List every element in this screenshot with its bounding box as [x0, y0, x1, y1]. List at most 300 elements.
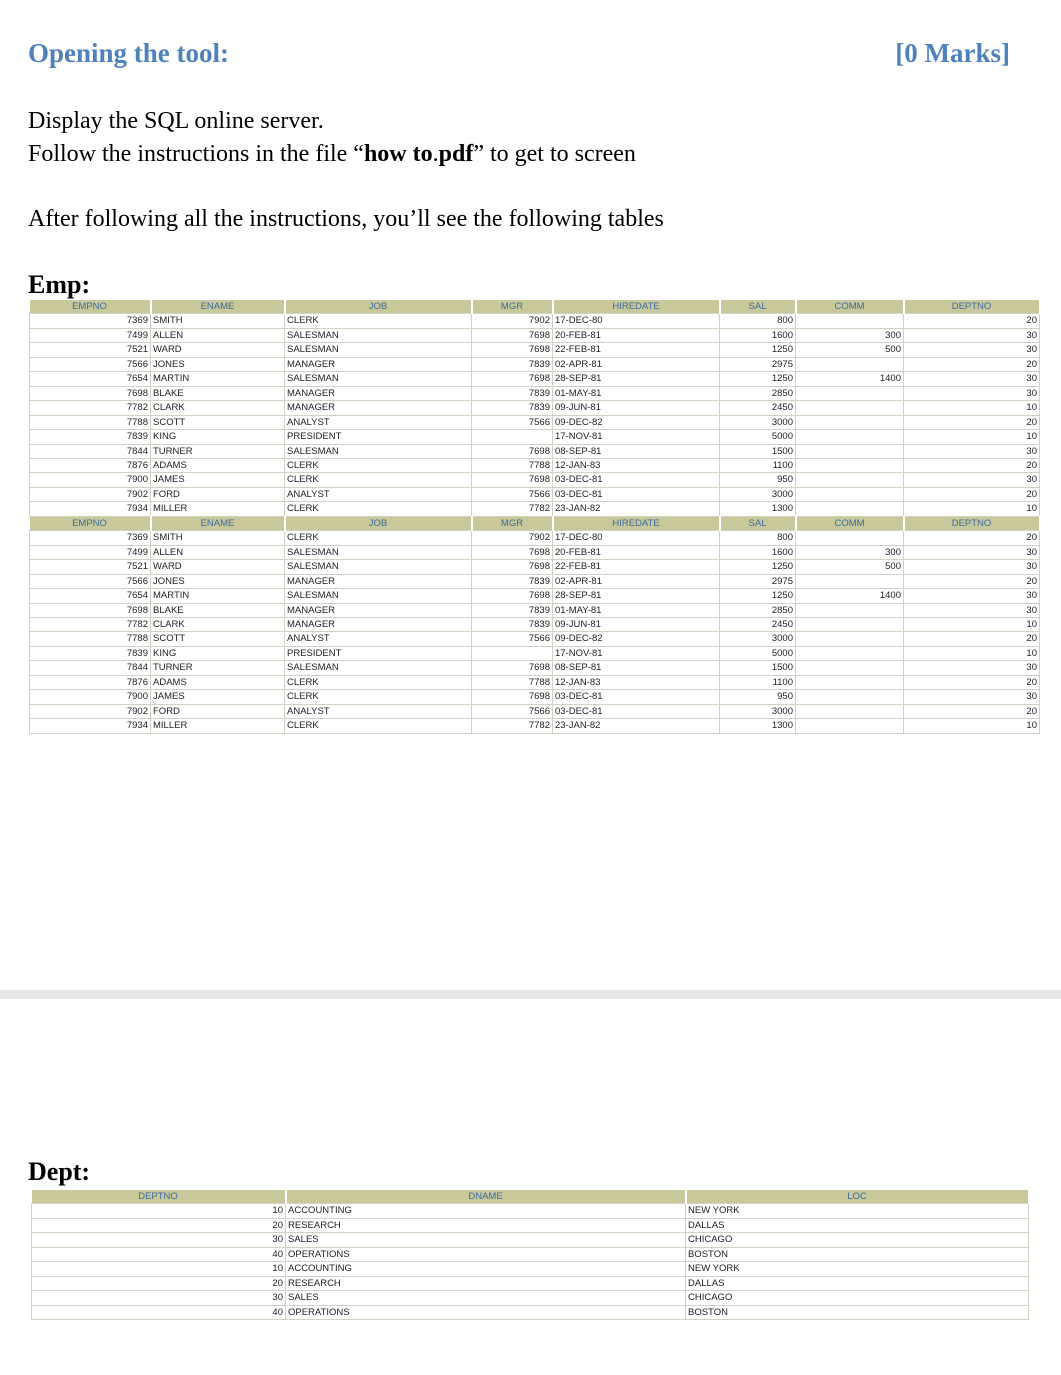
emp-cell-empno: 7499	[30, 545, 151, 559]
emp-cell-deptno: 20	[904, 632, 1040, 646]
emp-column-header: MGR	[472, 516, 553, 530]
emp-cell-deptno: 10	[904, 646, 1040, 660]
emp-cell-job: CLERK	[285, 314, 472, 328]
table-row	[30, 719, 1040, 733]
emp-cell-sal: 800	[720, 314, 796, 328]
emp-cell-hiredate: 22-FEB-81	[553, 343, 720, 357]
emp-cell-empno: 7782	[30, 617, 151, 631]
table-row	[32, 1291, 1029, 1305]
emp-cell-sal: 1600	[720, 545, 796, 559]
emp-cell-deptno: 30	[904, 589, 1040, 603]
emp-cell-sal: 950	[720, 690, 796, 704]
emp-cell-deptno: 30	[904, 386, 1040, 400]
emp-cell-ename: MILLER	[151, 502, 285, 516]
emp-cell-ename: ADAMS	[151, 458, 285, 472]
table-row	[30, 531, 1040, 545]
section-marks: [0 Marks]	[895, 38, 1010, 68]
dept-label: Dept:	[28, 1157, 91, 1186]
emp-cell-empno: 7654	[30, 372, 151, 386]
emp-cell-deptno: 30	[904, 690, 1040, 704]
emp-cell-job: SALESMAN	[285, 343, 472, 357]
emp-cell-hiredate: 02-APR-81	[553, 357, 720, 371]
table-row	[32, 1218, 1029, 1232]
emp-cell-mgr	[472, 646, 553, 660]
emp-column-header: HIREDATE	[553, 516, 720, 530]
emp-cell-job: CLERK	[285, 675, 472, 689]
emp-cell-comm	[796, 690, 904, 704]
emp-cell-mgr: 7566	[472, 704, 553, 718]
emp-cell-mgr: 7902	[472, 531, 553, 545]
emp-cell-empno: 7934	[30, 502, 151, 516]
emp-cell-ename: CLARK	[151, 401, 285, 415]
emp-label: Emp:	[28, 270, 91, 299]
dept-cell-dname: SALES	[286, 1291, 686, 1305]
emp-cell-ename: WARD	[151, 560, 285, 574]
page-break	[0, 990, 1061, 999]
emp-cell-job: CLERK	[285, 458, 472, 472]
emp-cell-empno: 7499	[30, 328, 151, 342]
dept-cell-deptno: 10	[32, 1204, 286, 1218]
emp-cell-job: SALESMAN	[285, 589, 472, 603]
table-row	[30, 574, 1040, 588]
emp-cell-empno: 7839	[30, 430, 151, 444]
dept-cell-deptno: 40	[32, 1305, 286, 1319]
emp-cell-ename: TURNER	[151, 444, 285, 458]
emp-cell-comm	[796, 603, 904, 617]
emp-cell-deptno: 10	[904, 401, 1040, 415]
table-row	[30, 603, 1040, 617]
dept-cell-loc: DALLAS	[686, 1218, 1029, 1232]
emp-cell-deptno: 20	[904, 675, 1040, 689]
emp-cell-deptno: 30	[904, 560, 1040, 574]
emp-cell-ename: CLARK	[151, 617, 285, 631]
emp-cell-ename: ADAMS	[151, 675, 285, 689]
table-row	[32, 1276, 1029, 1290]
emp-cell-empno: 7839	[30, 646, 151, 660]
emp-cell-mgr: 7839	[472, 401, 553, 415]
emp-cell-sal: 1300	[720, 719, 796, 733]
dept-cell-deptno: 30	[32, 1233, 286, 1247]
table-row	[30, 314, 1040, 328]
emp-cell-job: MANAGER	[285, 603, 472, 617]
filename-part-1: how to	[363, 141, 433, 167]
table-row	[30, 343, 1040, 357]
emp-cell-mgr: 7698	[472, 343, 553, 357]
emp-cell-ename: FORD	[151, 704, 285, 718]
emp-cell-ename: JAMES	[151, 690, 285, 704]
emp-cell-deptno: 20	[904, 357, 1040, 371]
emp-cell-deptno: 30	[904, 444, 1040, 458]
emp-cell-job: MANAGER	[285, 401, 472, 415]
emp-cell-comm	[796, 314, 904, 328]
emp-cell-sal: 1500	[720, 661, 796, 675]
dept-column-header: DEPTNO	[32, 1190, 286, 1204]
emp-cell-hiredate: 20-FEB-81	[553, 328, 720, 342]
table-row	[30, 632, 1040, 646]
dept-cell-dname: ACCOUNTING	[286, 1204, 686, 1218]
emp-cell-empno: 7902	[30, 487, 151, 501]
emp-cell-hiredate: 09-DEC-82	[553, 415, 720, 429]
table-row	[30, 458, 1040, 472]
table-row	[30, 415, 1040, 429]
intro-line-1: Display the SQL online server.	[28, 108, 324, 134]
emp-cell-comm: 500	[796, 560, 904, 574]
emp-cell-empno: 7521	[30, 560, 151, 574]
emp-cell-ename: SMITH	[151, 314, 285, 328]
emp-cell-hiredate: 23-JAN-82	[553, 719, 720, 733]
emp-cell-ename: MARTIN	[151, 372, 285, 386]
dept-cell-loc: CHICAGO	[686, 1291, 1029, 1305]
emp-cell-sal: 1100	[720, 458, 796, 472]
emp-cell-mgr: 7566	[472, 632, 553, 646]
emp-cell-job: CLERK	[285, 502, 472, 516]
emp-cell-empno: 7788	[30, 632, 151, 646]
emp-cell-hiredate: 12-JAN-83	[553, 458, 720, 472]
emp-cell-sal: 2850	[720, 386, 796, 400]
emp-cell-comm: 300	[796, 328, 904, 342]
emp-cell-deptno: 20	[904, 704, 1040, 718]
emp-cell-job: PRESIDENT	[285, 430, 472, 444]
intro-paragraph	[28, 105, 636, 171]
emp-cell-deptno: 10	[904, 430, 1040, 444]
emp-cell-comm: 1400	[796, 372, 904, 386]
emp-cell-empno: 7369	[30, 531, 151, 545]
emp-cell-mgr: 7902	[472, 314, 553, 328]
table-row	[32, 1305, 1029, 1319]
emp-cell-ename: ALLEN	[151, 545, 285, 559]
emp-cell-sal: 1500	[720, 444, 796, 458]
emp-cell-mgr	[472, 430, 553, 444]
emp-cell-mgr: 7839	[472, 386, 553, 400]
emp-cell-deptno: 20	[904, 574, 1040, 588]
table-row	[30, 661, 1040, 675]
dept-cell-dname: ACCOUNTING	[286, 1262, 686, 1276]
emp-cell-mgr: 7698	[472, 328, 553, 342]
emp-cell-mgr: 7698	[472, 372, 553, 386]
emp-cell-hiredate: 20-FEB-81	[553, 545, 720, 559]
emp-cell-sal: 3000	[720, 487, 796, 501]
emp-cell-job: SALESMAN	[285, 545, 472, 559]
table-row	[32, 1233, 1029, 1247]
dept-header-row	[32, 1190, 1029, 1204]
emp-cell-sal: 1100	[720, 675, 796, 689]
emp-cell-empno: 7900	[30, 690, 151, 704]
dept-cell-dname: RESEARCH	[286, 1276, 686, 1290]
emp-cell-mgr: 7839	[472, 574, 553, 588]
emp-cell-job: PRESIDENT	[285, 646, 472, 660]
dept-column-header: DNAME	[286, 1190, 686, 1204]
emp-cell-comm	[796, 444, 904, 458]
emp-cell-comm	[796, 473, 904, 487]
dept-cell-deptno: 20	[32, 1276, 286, 1290]
dept-cell-dname: OPERATIONS	[286, 1305, 686, 1319]
section-title: Opening the tool:	[28, 38, 230, 68]
table-row	[30, 617, 1040, 631]
emp-cell-sal: 1600	[720, 328, 796, 342]
emp-cell-empno: 7521	[30, 343, 151, 357]
emp-cell-sal: 3000	[720, 704, 796, 718]
emp-cell-empno: 7782	[30, 401, 151, 415]
emp-cell-deptno: 30	[904, 603, 1040, 617]
dept-cell-deptno: 20	[32, 1218, 286, 1232]
emp-cell-empno: 7844	[30, 444, 151, 458]
table-row	[30, 704, 1040, 718]
dept-cell-loc: NEW YORK	[686, 1262, 1029, 1276]
emp-cell-comm	[796, 415, 904, 429]
emp-header-row	[30, 516, 1040, 530]
emp-cell-empno: 7654	[30, 589, 151, 603]
emp-cell-mgr: 7698	[472, 661, 553, 675]
table-row	[30, 487, 1040, 501]
emp-cell-ename: JAMES	[151, 473, 285, 487]
emp-cell-comm	[796, 646, 904, 660]
emp-cell-ename: FORD	[151, 487, 285, 501]
emp-cell-sal: 1250	[720, 560, 796, 574]
emp-cell-hiredate: 23-JAN-82	[553, 502, 720, 516]
emp-cell-sal: 2850	[720, 603, 796, 617]
emp-cell-comm	[796, 574, 904, 588]
emp-cell-ename: SCOTT	[151, 632, 285, 646]
emp-cell-hiredate: 01-MAY-81	[553, 386, 720, 400]
emp-cell-job: SALESMAN	[285, 372, 472, 386]
emp-cell-ename: SCOTT	[151, 415, 285, 429]
table-row	[30, 401, 1040, 415]
dept-cell-loc: DALLAS	[686, 1276, 1029, 1290]
emp-cell-comm	[796, 632, 904, 646]
emp-cell-job: ANALYST	[285, 487, 472, 501]
emp-cell-mgr: 7566	[472, 415, 553, 429]
emp-cell-ename: ALLEN	[151, 328, 285, 342]
emp-table	[29, 300, 1041, 734]
emp-cell-job: CLERK	[285, 690, 472, 704]
emp-cell-hiredate: 22-FEB-81	[553, 560, 720, 574]
emp-cell-empno: 7566	[30, 574, 151, 588]
emp-cell-hiredate: 03-DEC-81	[553, 473, 720, 487]
emp-cell-ename: JONES	[151, 357, 285, 371]
emp-cell-hiredate: 03-DEC-81	[553, 690, 720, 704]
emp-cell-empno: 7876	[30, 675, 151, 689]
emp-cell-mgr: 7698	[472, 473, 553, 487]
filename-part-2: pdf	[438, 141, 474, 167]
table-row	[30, 430, 1040, 444]
emp-cell-deptno: 20	[904, 487, 1040, 501]
emp-cell-ename: TURNER	[151, 661, 285, 675]
emp-cell-job: MANAGER	[285, 617, 472, 631]
dept-cell-loc: BOSTON	[686, 1247, 1029, 1261]
dept-cell-loc: CHICAGO	[686, 1233, 1029, 1247]
emp-cell-sal: 1300	[720, 502, 796, 516]
emp-cell-comm	[796, 661, 904, 675]
emp-cell-empno: 7844	[30, 661, 151, 675]
emp-cell-empno: 7369	[30, 314, 151, 328]
filename-dot: .	[432, 141, 439, 167]
table-row	[30, 386, 1040, 400]
intro-line-3: After following all the instructions, you’ll see the following tables	[28, 206, 664, 232]
emp-column-header: COMM	[796, 516, 904, 530]
emp-cell-deptno: 20	[904, 314, 1040, 328]
emp-column-header: SAL	[720, 516, 796, 530]
emp-cell-deptno: 30	[904, 328, 1040, 342]
emp-cell-ename: BLAKE	[151, 386, 285, 400]
emp-cell-empno: 7900	[30, 473, 151, 487]
emp-cell-empno: 7698	[30, 603, 151, 617]
emp-cell-job: SALESMAN	[285, 328, 472, 342]
emp-cell-sal: 2975	[720, 574, 796, 588]
emp-cell-sal: 950	[720, 473, 796, 487]
emp-cell-mgr: 7839	[472, 603, 553, 617]
emp-cell-empno: 7902	[30, 704, 151, 718]
emp-cell-job: CLERK	[285, 719, 472, 733]
dept-cell-deptno: 10	[32, 1262, 286, 1276]
emp-cell-sal: 2450	[720, 617, 796, 631]
dept-cell-dname: SALES	[286, 1233, 686, 1247]
emp-cell-mgr: 7782	[472, 719, 553, 733]
emp-cell-hiredate: 28-SEP-81	[553, 372, 720, 386]
emp-cell-ename: WARD	[151, 343, 285, 357]
emp-cell-ename: KING	[151, 646, 285, 660]
emp-cell-sal: 2450	[720, 401, 796, 415]
emp-cell-comm	[796, 675, 904, 689]
emp-cell-job: CLERK	[285, 473, 472, 487]
emp-cell-comm	[796, 531, 904, 545]
emp-cell-empno: 7934	[30, 719, 151, 733]
emp-cell-job: CLERK	[285, 531, 472, 545]
emp-cell-sal: 3000	[720, 415, 796, 429]
emp-cell-comm	[796, 386, 904, 400]
emp-cell-comm	[796, 430, 904, 444]
emp-cell-mgr: 7698	[472, 560, 553, 574]
emp-cell-mgr: 7698	[472, 690, 553, 704]
emp-column-header: COMM	[796, 300, 904, 314]
emp-cell-job: SALESMAN	[285, 661, 472, 675]
emp-column-header: SAL	[720, 300, 796, 314]
emp-cell-hiredate: 09-JUN-81	[553, 401, 720, 415]
emp-cell-hiredate: 17-NOV-81	[553, 646, 720, 660]
emp-cell-mgr: 7698	[472, 444, 553, 458]
emp-column-header: EMPNO	[30, 300, 151, 314]
emp-cell-deptno: 20	[904, 415, 1040, 429]
emp-cell-ename: MILLER	[151, 719, 285, 733]
emp-cell-job: ANALYST	[285, 632, 472, 646]
emp-cell-sal: 1250	[720, 589, 796, 603]
emp-cell-mgr: 7839	[472, 617, 553, 631]
emp-cell-sal: 1250	[720, 372, 796, 386]
table-row	[30, 675, 1040, 689]
emp-cell-ename: JONES	[151, 574, 285, 588]
emp-cell-sal: 2975	[720, 357, 796, 371]
emp-cell-comm: 500	[796, 343, 904, 357]
section-heading	[28, 38, 1010, 69]
table-row	[30, 328, 1040, 342]
emp-cell-comm	[796, 401, 904, 415]
emp-cell-mgr: 7788	[472, 675, 553, 689]
emp-cell-deptno: 30	[904, 661, 1040, 675]
table-row	[32, 1204, 1029, 1218]
emp-cell-mgr: 7566	[472, 487, 553, 501]
emp-cell-empno: 7698	[30, 386, 151, 400]
emp-cell-sal: 5000	[720, 646, 796, 660]
emp-header-row	[30, 300, 1040, 314]
emp-cell-hiredate: 17-NOV-81	[553, 430, 720, 444]
emp-cell-mgr: 7788	[472, 458, 553, 472]
emp-cell-job: ANALYST	[285, 704, 472, 718]
emp-cell-deptno: 20	[904, 458, 1040, 472]
table-row	[30, 545, 1040, 559]
emp-cell-job: MANAGER	[285, 357, 472, 371]
intro-line-2-end: ” to get to screen	[473, 141, 636, 167]
emp-cell-comm	[796, 719, 904, 733]
emp-cell-comm	[796, 458, 904, 472]
emp-column-header: MGR	[472, 300, 553, 314]
emp-cell-empno: 7566	[30, 357, 151, 371]
emp-column-header: DEPTNO	[904, 516, 1040, 530]
emp-cell-hiredate: 17-DEC-80	[553, 314, 720, 328]
emp-column-header: ENAME	[151, 300, 285, 314]
emp-cell-comm	[796, 502, 904, 516]
emp-cell-hiredate: 03-DEC-81	[553, 487, 720, 501]
emp-cell-mgr: 7839	[472, 357, 553, 371]
emp-cell-empno: 7788	[30, 415, 151, 429]
emp-cell-hiredate: 02-APR-81	[553, 574, 720, 588]
emp-cell-deptno: 10	[904, 719, 1040, 733]
emp-cell-comm	[796, 617, 904, 631]
emp-cell-empno: 7876	[30, 458, 151, 472]
emp-column-header: EMPNO	[30, 516, 151, 530]
emp-cell-hiredate: 12-JAN-83	[553, 675, 720, 689]
emp-cell-mgr: 7698	[472, 589, 553, 603]
emp-cell-hiredate: 28-SEP-81	[553, 589, 720, 603]
emp-cell-hiredate: 09-JUN-81	[553, 617, 720, 631]
emp-cell-sal: 5000	[720, 430, 796, 444]
emp-cell-deptno: 10	[904, 502, 1040, 516]
emp-cell-hiredate: 09-DEC-82	[553, 632, 720, 646]
emp-cell-job: ANALYST	[285, 415, 472, 429]
emp-cell-deptno: 30	[904, 545, 1040, 559]
emp-cell-ename: SMITH	[151, 531, 285, 545]
emp-cell-ename: MARTIN	[151, 589, 285, 603]
table-row	[30, 589, 1040, 603]
emp-cell-sal: 800	[720, 531, 796, 545]
emp-cell-hiredate: 08-SEP-81	[553, 444, 720, 458]
intro-line-2	[28, 138, 636, 171]
dept-cell-dname: OPERATIONS	[286, 1247, 686, 1261]
emp-cell-comm: 300	[796, 545, 904, 559]
table-row	[30, 690, 1040, 704]
table-row	[30, 473, 1040, 487]
emp-cell-deptno: 30	[904, 473, 1040, 487]
table-row	[32, 1247, 1029, 1261]
emp-cell-mgr: 7698	[472, 545, 553, 559]
emp-column-header: ENAME	[151, 516, 285, 530]
table-row	[30, 502, 1040, 516]
dept-cell-loc: NEW YORK	[686, 1204, 1029, 1218]
emp-cell-comm	[796, 704, 904, 718]
table-row	[30, 372, 1040, 386]
emp-cell-deptno: 20	[904, 531, 1040, 545]
emp-cell-job: SALESMAN	[285, 444, 472, 458]
emp-cell-comm	[796, 487, 904, 501]
emp-cell-mgr: 7782	[472, 502, 553, 516]
emp-cell-job: MANAGER	[285, 574, 472, 588]
table-row	[32, 1262, 1029, 1276]
emp-column-header: DEPTNO	[904, 300, 1040, 314]
emp-cell-job: SALESMAN	[285, 560, 472, 574]
emp-cell-comm	[796, 357, 904, 371]
emp-cell-hiredate: 01-MAY-81	[553, 603, 720, 617]
emp-cell-deptno: 30	[904, 372, 1040, 386]
dept-cell-deptno: 30	[32, 1291, 286, 1305]
dept-cell-deptno: 40	[32, 1247, 286, 1261]
